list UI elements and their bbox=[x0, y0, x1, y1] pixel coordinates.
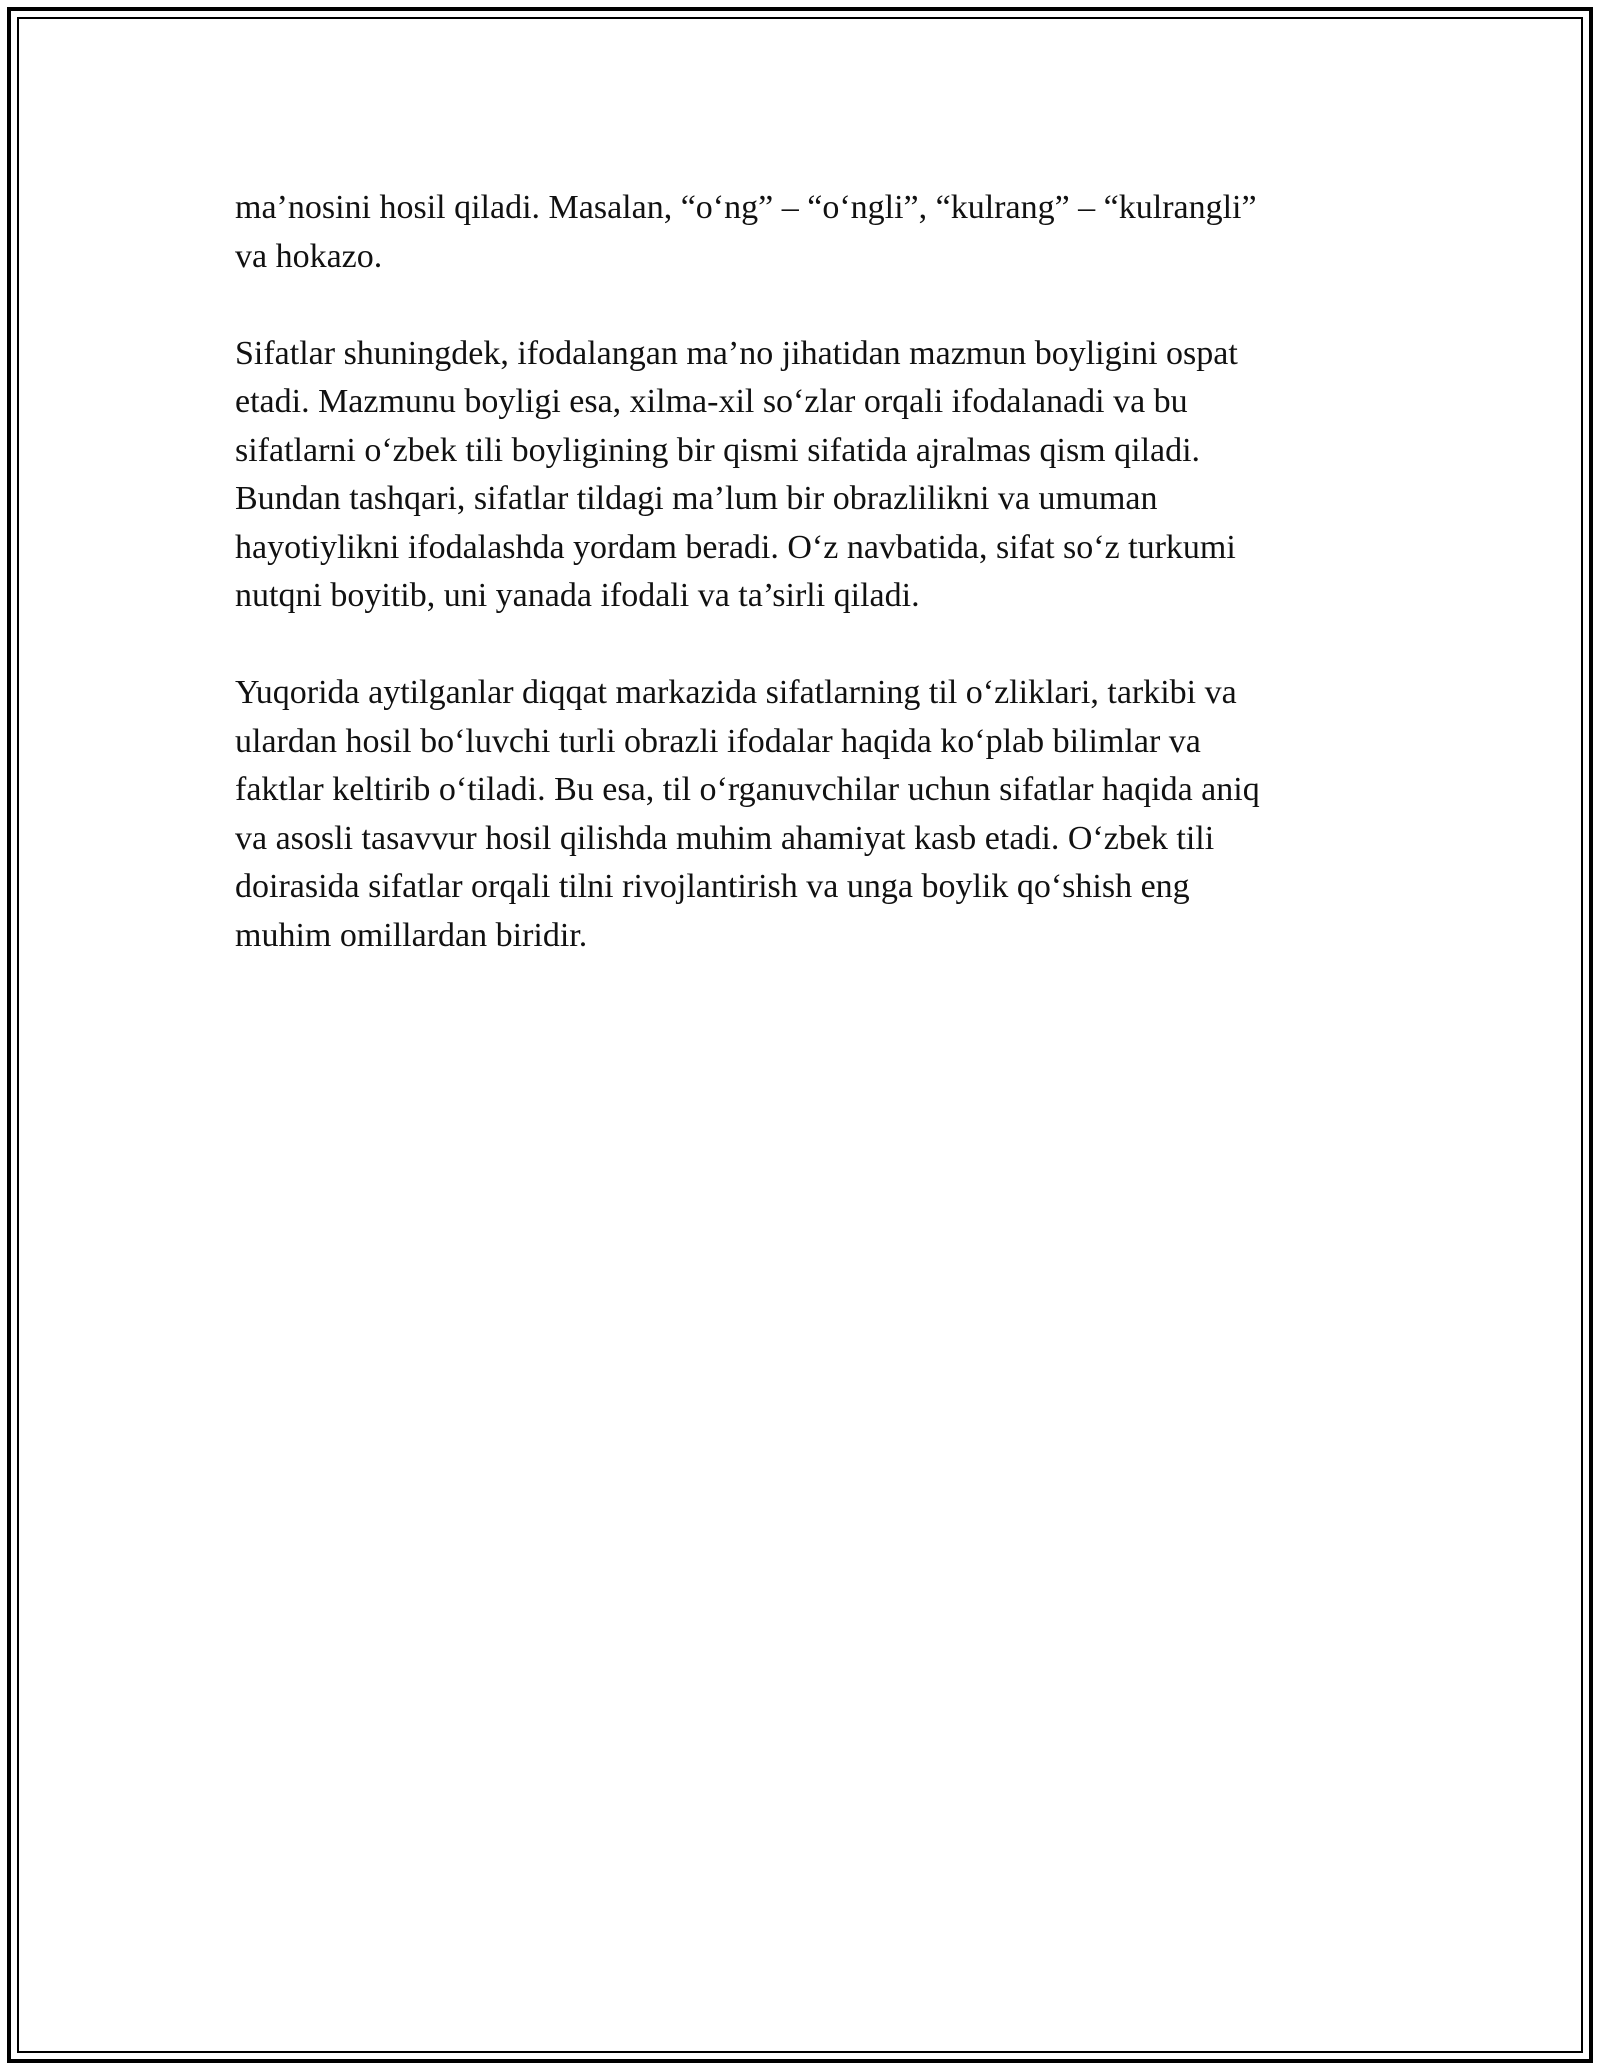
text-line: sifatlarni o‘zbek tili boyligining bir qismi sifatida ajralmas qism qiladi. bbox=[235, 431, 1201, 469]
text-line: Bundan tashqari, sifatlar tildagi ma’lum bir obrazlilikni va umuman bbox=[235, 480, 1158, 517]
paragraph-1 bbox=[235, 184, 1355, 281]
text-line: ma’nosini hosil qiladi. Masalan, “o‘ng” – “o‘ngli”, “kulrang” – “kulrangli” bbox=[235, 189, 1257, 226]
text-line: faktlar keltirib o‘tiladi. Bu esa, til o‘rganuvchilar uchun sifatlar haqida aniq bbox=[235, 771, 1260, 808]
text-line: va hokazo. bbox=[235, 237, 383, 275]
text-line: muhim omillardan biridir. bbox=[235, 916, 588, 954]
text-line: ulardan hosil bo‘luvchi turli obrazli ifodalar haqida ko‘plab bilimlar va bbox=[235, 722, 1201, 760]
text-line: Sifatlar shuningdek, ifodalangan ma’no jihatidan mazmun boyligini ospat bbox=[235, 334, 1238, 372]
paragraph-3 bbox=[235, 669, 1355, 960]
paragraph-2 bbox=[235, 330, 1355, 621]
document-body bbox=[235, 184, 1355, 1009]
text-line: va asosli tasavvur hosil qilishda muhim ahamiyat kasb etadi. O‘zbek tili bbox=[235, 819, 1215, 857]
text-line: nutqni boyitib, uni yanada ifodali va ta’sirli qiladi. bbox=[235, 577, 920, 614]
text-line: doirasida sifatlar orqali tilni rivojlantirish va unga boylik qo‘shish eng bbox=[235, 868, 1190, 905]
text-line: hayotiylikni ifodalashda yordam beradi. O‘z navbatida, sifat so‘z turkumi bbox=[235, 528, 1236, 566]
text-line: Yuqorida aytilganlar diqqat markazida sifatlarning til o‘zliklari, tarkibi va bbox=[235, 674, 1237, 711]
text-line: etadi. Mazmunu boyligi esa, xilma-xil so‘zlar orqali ifodalanadi va bu bbox=[235, 383, 1188, 420]
